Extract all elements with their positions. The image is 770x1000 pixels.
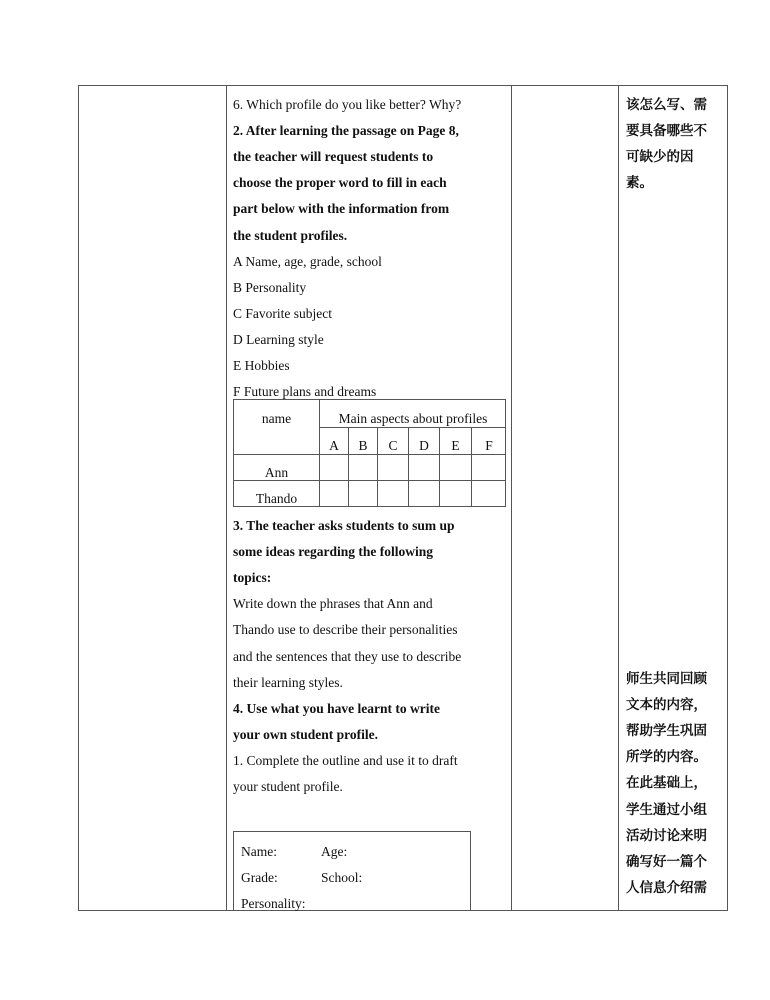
text-line: E Hobbies	[233, 358, 290, 373]
text-line: A Name, age, grade, school	[233, 253, 382, 269]
text-line: and the sentences that they use to describe	[233, 648, 462, 664]
text-line: 2. After learning the passage on Page 8,	[233, 123, 459, 139]
text-line: 学生通过小组	[626, 801, 707, 818]
outline-school: School:	[321, 870, 363, 885]
text-line: 可缺少的因	[626, 149, 694, 166]
text-line: 1. Complete the outline and use it to draft	[233, 752, 458, 768]
text-line: the teacher will request students to	[233, 149, 434, 165]
text-line: 在此基础上，	[626, 775, 707, 792]
outline-name: Name:	[241, 844, 277, 859]
text-line: 素。	[626, 175, 653, 192]
text-line: 6. Which profile do you like better? Why?	[233, 97, 462, 112]
outline-personality: Personality:	[241, 896, 306, 911]
letter-a: A	[329, 438, 339, 453]
text-line: C Favorite subject	[233, 305, 332, 321]
text-line: their learning styles.	[233, 674, 343, 690]
row-thando: Thando	[255, 491, 298, 506]
text-line: choose the proper word to fill in each	[233, 175, 447, 191]
letter-e: E	[451, 438, 460, 453]
text-line: topics:	[233, 570, 272, 586]
text-line: 4. Use what you have learnt to write	[233, 700, 440, 716]
text-line: Thando use to describe their personalities	[233, 622, 458, 638]
letter-b: B	[358, 438, 368, 453]
text-line: D Learning style	[233, 331, 324, 347]
text-line: Write down the phrases that Ann and	[233, 596, 433, 612]
outline-grade: Grade:	[241, 870, 278, 885]
text-line: some ideas regarding the following	[233, 544, 433, 560]
name-header: name	[261, 411, 292, 426]
text-line: 该怎么写、需	[626, 97, 707, 113]
aspects-header: Main aspects about profiles	[338, 411, 488, 426]
letter-d: D	[419, 438, 429, 453]
text-line: your student profile.	[233, 779, 343, 794]
text-line: 要具备哪些不	[626, 123, 707, 140]
text-line: 3. The teacher asks students to sum up	[233, 518, 455, 533]
text-line: 帮助学生巩固	[626, 723, 707, 740]
column-divider-3	[618, 85, 619, 911]
text-line: the student profiles.	[233, 227, 348, 243]
column-divider-1	[226, 85, 227, 911]
column-divider-2	[511, 85, 512, 911]
text-line: 人信息介绍需	[626, 879, 707, 896]
text-line: B Personality	[233, 279, 307, 295]
text-line: 师生共同回顾	[626, 671, 707, 687]
text-line: 确写好一篇个	[626, 853, 707, 870]
text-line: part below with the information from	[233, 201, 450, 217]
text-line: 活动讨论来明	[626, 827, 707, 844]
text-line: your own student profile.	[233, 726, 379, 742]
text-line: F Future plans and dreams	[233, 384, 377, 400]
profile-aspects-table	[233, 399, 506, 507]
text-line: 所学的内容。	[626, 749, 707, 766]
text-line: 文本的内容，	[626, 697, 707, 714]
outline-box	[233, 831, 471, 911]
letter-c: C	[388, 438, 398, 453]
outline-age: Age:	[321, 844, 348, 859]
row-ann: Ann	[264, 465, 289, 480]
letter-f: F	[485, 438, 493, 453]
